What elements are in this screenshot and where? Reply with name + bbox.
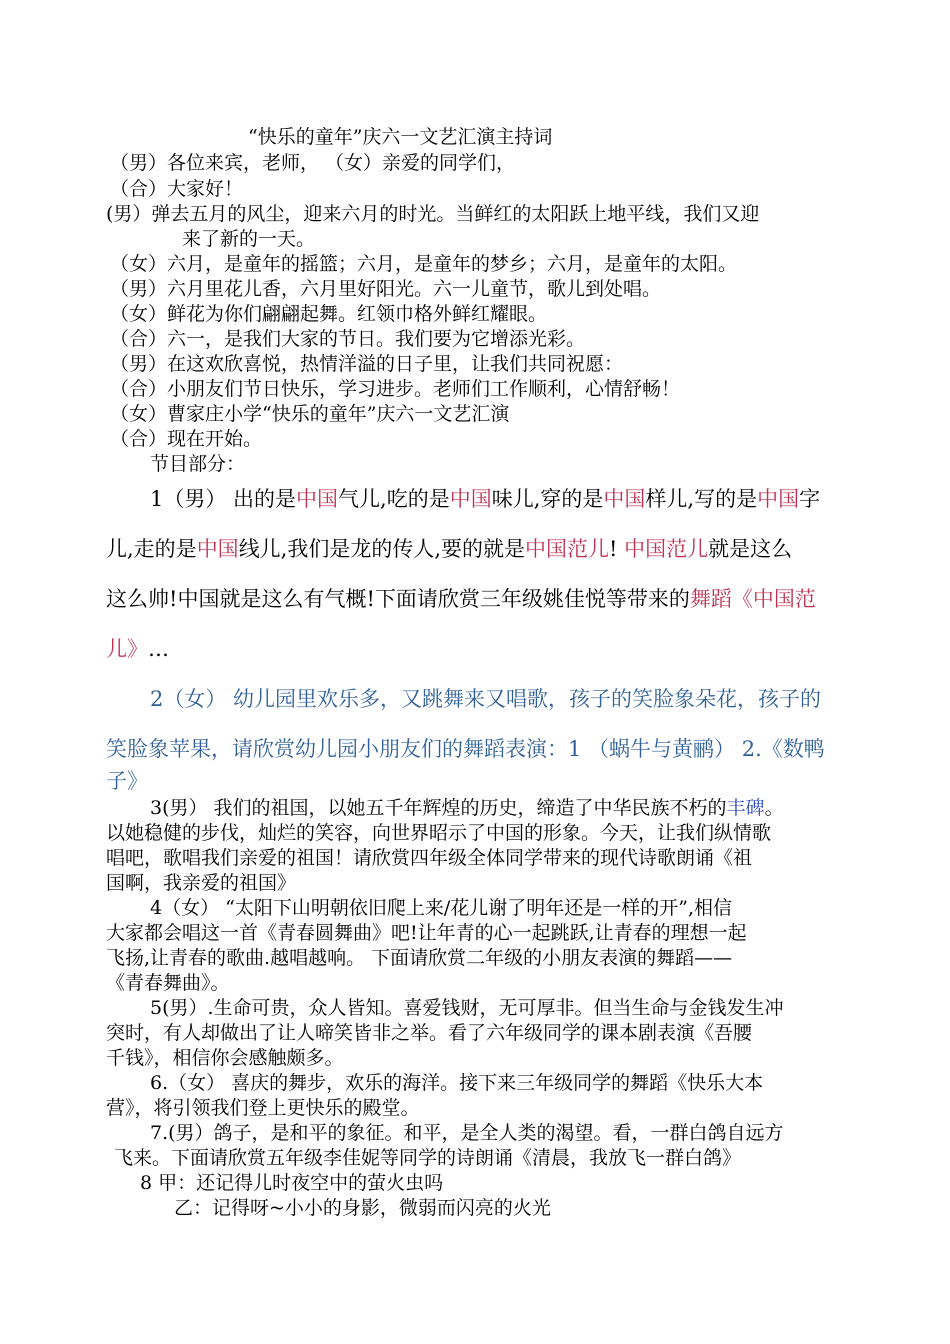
- text-run: 字: [799, 487, 821, 511]
- highlight-text: 中国范儿: [624, 537, 709, 561]
- text-run: 1（男） 出的是: [150, 487, 297, 511]
- item5-line: 5(男）.生命可贵，众人皆知。喜爱钱财，无可厚非。但当生命与金钱发生冲: [150, 997, 784, 1019]
- item6-line: 营》，将引领我们登上更快乐的殿堂。: [106, 1097, 420, 1119]
- item7-line: 7.(男）鸽子，是和平的象征。和平，是全人类的渴望。看，一群白鸽自远方: [150, 1122, 784, 1144]
- text-run: !: [609, 537, 625, 561]
- highlight-text: 中国: [449, 487, 492, 511]
- item5-line: 千钱》，相信你会感触颇多。: [106, 1047, 344, 1069]
- item4-line: 4（女） “太阳下山明朝依旧爬上来/花儿谢了明年还是一样的开”,相信: [150, 897, 732, 919]
- item1-line: [150, 485, 820, 513]
- item3-line: [150, 796, 784, 820]
- text-run: 线儿,我们是龙的传人,要的就是: [238, 537, 526, 561]
- item3-line: 国啊，我亲爱的祖国》: [106, 872, 297, 894]
- intro-line: （合）大家好！: [110, 178, 244, 200]
- text-run: 气儿,吃的是: [338, 487, 450, 511]
- highlight-text: 舞蹈《中国范: [689, 587, 816, 611]
- highlight-text: 儿》: [106, 637, 148, 661]
- item2-line: 2（女） 幼儿园里欢乐多，又跳舞来又唱歌，孩子的笑脸象朵花，孩子的: [150, 687, 822, 711]
- intro-line: （合）小朋友们节日快乐，学习进步。老师们工作顺利，心情舒畅！: [110, 378, 681, 400]
- intro-line: （女）鲜花为你们翩翩起舞。红领巾格外鲜红耀眼。: [110, 303, 548, 325]
- highlight-text: 中国范儿: [525, 537, 610, 561]
- item8-line: 8 甲：还记得儿时夜空中的萤火虫吗: [140, 1172, 444, 1194]
- item4-line: 《青春舞曲》。: [106, 972, 230, 994]
- intro-line: （女）曹家庄小学“快乐的童年”庆六一文艺汇演: [110, 403, 510, 425]
- item1-line: [106, 635, 169, 663]
- text-run: 这么帅!中国就是这么有气概!下面请欣赏三年级姚佳悦等带来的: [106, 587, 690, 611]
- item4-line: 飞扬,让青春的歌曲.越唱越响。 下面请欣赏二年级的小朋友表演的舞蹈——: [106, 947, 733, 969]
- item6-line: 6.（女） 喜庆的舞步，欢乐的海洋。接下来三年级同学的舞蹈《快乐大本: [150, 1072, 764, 1094]
- intro-line: （男）各位来宾，老师， （女）亲爱的同学们，: [110, 152, 516, 174]
- intro-line: （合）现在开始。: [110, 428, 263, 450]
- intro-line: （男）六月里花儿香，六月里好阳光。六一儿童节，歌儿到处唱。: [110, 278, 662, 300]
- text-run: 就是这么: [708, 537, 793, 561]
- intro-line: （合）六一，是我们大家的节日。我们要为它增添光彩。: [110, 328, 586, 350]
- highlight-text: 中国: [603, 487, 646, 511]
- item3-line: 以她稳健的步伐，灿烂的笑容，向世界昭示了中国的形象。今天，让我们纵情歌: [106, 822, 772, 844]
- highlight-text: 中国: [196, 537, 239, 561]
- item1-line: [106, 535, 792, 563]
- text-run: …: [148, 637, 169, 661]
- item2-line: 笑脸象苹果，请欣赏幼儿园小朋友们的舞蹈表演：1 （蜗牛与黄鹂） 2.《数鸭: [106, 737, 825, 761]
- section-label: 节目部分：: [150, 453, 246, 475]
- text-run: 味儿,穿的是: [491, 487, 604, 511]
- text-run: 儿,走的是: [106, 537, 197, 561]
- document-title: “快乐的童年”庆六一文艺汇演主持词: [248, 126, 553, 148]
- item7-line: 飞来。下面请欣赏五年级李佳妮等同学的诗朗诵《清晨，我放飞一群白鸽》: [114, 1147, 742, 1169]
- item3-line: 唱吧，歌唱我们亲爱的祖国！请欣赏四年级全体同学带来的现代诗歌朗诵《祖: [106, 847, 753, 869]
- intro-line: （男）在这欢欣喜悦，热情洋溢的日子里，让我们共同祝愿：: [110, 353, 624, 375]
- text-run: 。: [764, 797, 784, 819]
- item5-line: 突时，有人却做出了让人啼笑皆非之举。看了六年级同学的课本剧表演《吾腰: [106, 1022, 753, 1044]
- item8-line: 乙：记得呀~小小的身影，微弱而闪亮的火光: [174, 1197, 551, 1219]
- intro-line: (男）弹去五月的风尘，迎来六月的时光。当鲜红的太阳跃上地平线，我们又迎: [106, 203, 760, 225]
- highlight-text: 丰碑: [726, 797, 765, 819]
- intro-line: （女）六月，是童年的摇篮；六月，是童年的梦乡；六月，是童年的太阳。: [110, 253, 738, 275]
- highlight-text: 中国: [757, 487, 800, 511]
- intro-line: 来了新的一天。: [182, 228, 316, 250]
- highlight-text: 中国: [296, 487, 339, 511]
- item2-line: 子》: [106, 769, 148, 793]
- item4-line: 大家都会唱这一首《青春圆舞曲》吧!让年青的心一起跳跃,让青春的理想一起: [106, 922, 747, 944]
- item1-line: [106, 585, 816, 613]
- text-run: 样儿,写的是: [645, 487, 758, 511]
- text-run: 3(男） 我们的祖国，以她五千年辉煌的历史，缔造了中华民族不朽的: [150, 797, 727, 819]
